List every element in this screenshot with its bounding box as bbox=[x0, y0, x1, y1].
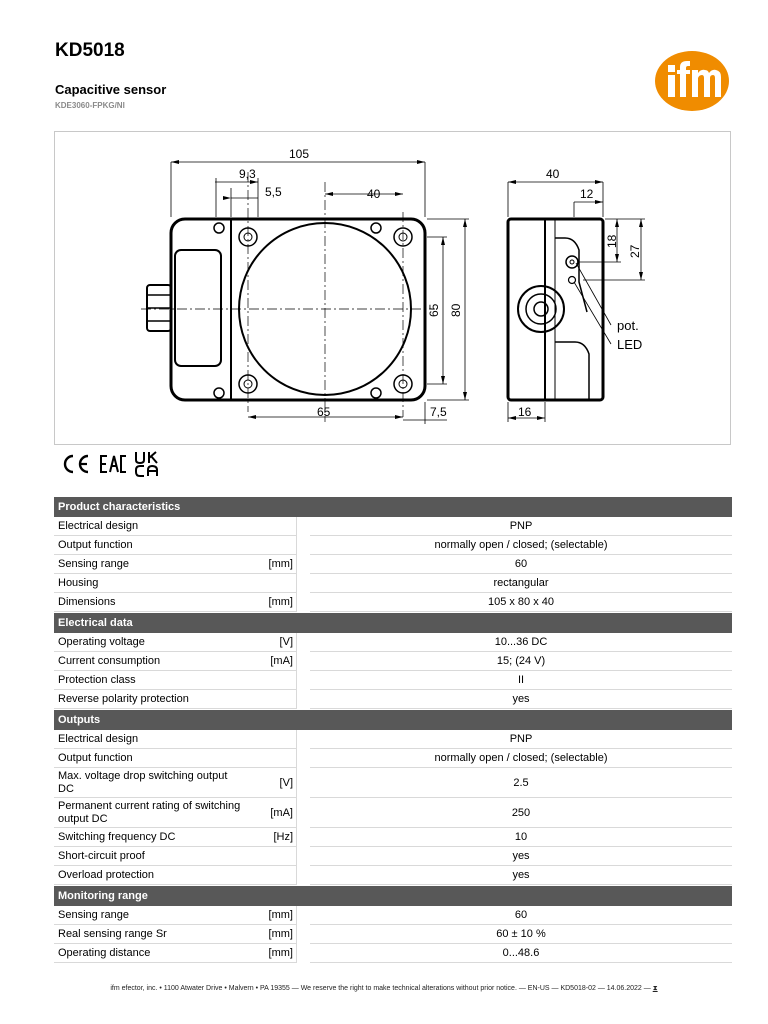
spec-row bbox=[54, 944, 732, 963]
spec-value: yes bbox=[310, 866, 732, 885]
spec-label: Electrical design bbox=[54, 730, 242, 749]
spec-row bbox=[54, 749, 732, 768]
spec-row bbox=[54, 828, 732, 847]
spec-label: Max. voltage drop switching output DC bbox=[54, 768, 242, 798]
spec-unit: [mm] bbox=[242, 925, 297, 944]
led-label: LED bbox=[617, 337, 643, 352]
spec-value: 10...36 DC bbox=[310, 633, 732, 652]
dim-5-5: 5,5 bbox=[265, 185, 282, 199]
spec-value: PNP bbox=[310, 517, 732, 536]
spec-row bbox=[54, 730, 732, 749]
spec-unit: [mm] bbox=[242, 906, 297, 925]
spec-unit bbox=[242, 847, 297, 866]
spec-value: yes bbox=[310, 847, 732, 866]
spec-label: Output function bbox=[54, 536, 242, 555]
spec-unit bbox=[242, 671, 297, 690]
spec-value: PNP bbox=[310, 730, 732, 749]
side-dim-27: 27 bbox=[628, 244, 642, 258]
side-dim-18: 18 bbox=[605, 234, 619, 248]
spec-value: 15; (24 V) bbox=[310, 652, 732, 671]
spec-row bbox=[54, 768, 732, 798]
product-title: KD5018 bbox=[55, 40, 125, 61]
spec-label: Sensing range bbox=[54, 555, 242, 574]
section-header: Electrical data bbox=[54, 613, 732, 633]
spec-row bbox=[54, 906, 732, 925]
spec-label: Real sensing range Sr bbox=[54, 925, 242, 944]
spec-label: Sensing range bbox=[54, 906, 242, 925]
spec-unit: [V] bbox=[242, 768, 297, 798]
ifm-logo bbox=[654, 50, 730, 112]
spec-row bbox=[54, 633, 732, 652]
dim-65-right: 65 bbox=[427, 303, 441, 317]
spec-value: 10 bbox=[310, 828, 732, 847]
spec-label: Protection class bbox=[54, 671, 242, 690]
spec-row bbox=[54, 798, 732, 828]
section-header: Product characteristics bbox=[54, 497, 732, 517]
dim-80: 80 bbox=[449, 303, 463, 317]
spec-unit bbox=[242, 574, 297, 593]
spec-label: Current consumption bbox=[54, 652, 242, 671]
spec-value: 60 bbox=[310, 555, 732, 574]
spec-label: Output function bbox=[54, 749, 242, 768]
spec-label: Housing bbox=[54, 574, 242, 593]
spec-value: 2.5 bbox=[310, 768, 732, 798]
page-footer bbox=[0, 985, 768, 993]
spec-unit: [mm] bbox=[242, 593, 297, 612]
spec-unit: [mm] bbox=[242, 555, 297, 574]
dim-65-bottom: 65 bbox=[317, 405, 331, 419]
side-dim-16: 16 bbox=[518, 405, 532, 419]
spec-unit bbox=[242, 866, 297, 885]
spec-label: Operating voltage bbox=[54, 633, 242, 652]
spec-row bbox=[54, 555, 732, 574]
spec-row bbox=[54, 536, 732, 555]
spec-row bbox=[54, 866, 732, 885]
spec-row bbox=[54, 593, 732, 612]
spec-value: 0...48.6 bbox=[310, 944, 732, 963]
hourglass-icon: ⧗ bbox=[652, 985, 658, 992]
spec-unit bbox=[242, 536, 297, 555]
section-header: Outputs bbox=[54, 710, 732, 730]
spec-unit bbox=[242, 749, 297, 768]
footer-text: ifm efector, inc. • 1100 Atwater Drive • Malvern • PA 19355 — We reserve the right to make technical alterations without prior notice. — EN-US — KD5018-02 — 14.06.2022 — bbox=[110, 985, 651, 992]
spec-unit: [V] bbox=[242, 633, 297, 652]
ukca-mark-icon bbox=[134, 451, 162, 477]
spec-row bbox=[54, 652, 732, 671]
spec-unit: [Hz] bbox=[242, 828, 297, 847]
side-dim-12: 12 bbox=[580, 187, 594, 201]
spec-value: 60 ± 10 % bbox=[310, 925, 732, 944]
spec-value: 105 x 80 x 40 bbox=[310, 593, 732, 612]
spec-unit: [mm] bbox=[242, 944, 297, 963]
spec-value: II bbox=[310, 671, 732, 690]
eac-mark-icon bbox=[100, 451, 128, 477]
spec-value: 60 bbox=[310, 906, 732, 925]
spec-label: Reverse polarity protection bbox=[54, 690, 242, 709]
dim-9-3: 9,3 bbox=[239, 167, 256, 181]
dimension-drawing-svg bbox=[55, 132, 732, 446]
dim-40-top: 40 bbox=[367, 187, 381, 201]
spec-label: Operating distance bbox=[54, 944, 242, 963]
spec-row bbox=[54, 847, 732, 866]
spec-label: Permanent current rating of switching output DC bbox=[54, 798, 242, 828]
spec-value: normally open / closed; (selectable) bbox=[310, 536, 732, 555]
spec-value: rectangular bbox=[310, 574, 732, 593]
product-subtitle: Capacitive sensor bbox=[55, 82, 167, 97]
spec-row bbox=[54, 517, 732, 536]
spec-value: normally open / closed; (selectable) bbox=[310, 749, 732, 768]
side-dim-40: 40 bbox=[546, 167, 560, 181]
spec-unit: [mA] bbox=[242, 798, 297, 828]
spec-unit bbox=[242, 690, 297, 709]
spec-label: Switching frequency DC bbox=[54, 828, 242, 847]
spec-label: Dimensions bbox=[54, 593, 242, 612]
dim-total-length: 105 bbox=[289, 147, 310, 161]
dim-7-5: 7,5 bbox=[430, 405, 447, 419]
pot-label: pot. bbox=[617, 318, 639, 333]
spec-unit bbox=[242, 730, 297, 749]
spec-label: Short-circuit proof bbox=[54, 847, 242, 866]
spec-row bbox=[54, 574, 732, 593]
section-header: Monitoring range bbox=[54, 886, 732, 906]
ce-mark-icon bbox=[60, 451, 90, 477]
spec-row bbox=[54, 925, 732, 944]
article-number: KDE3060-FPKG/NI bbox=[55, 101, 125, 110]
spec-value: 250 bbox=[310, 798, 732, 828]
dimension-drawing bbox=[54, 131, 731, 445]
specification-table bbox=[54, 496, 732, 963]
spec-label: Electrical design bbox=[54, 517, 242, 536]
spec-label: Overload protection bbox=[54, 866, 242, 885]
spec-unit: [mA] bbox=[242, 652, 297, 671]
spec-unit bbox=[242, 517, 297, 536]
spec-row bbox=[54, 671, 732, 690]
spec-row bbox=[54, 690, 732, 709]
spec-value: yes bbox=[310, 690, 732, 709]
